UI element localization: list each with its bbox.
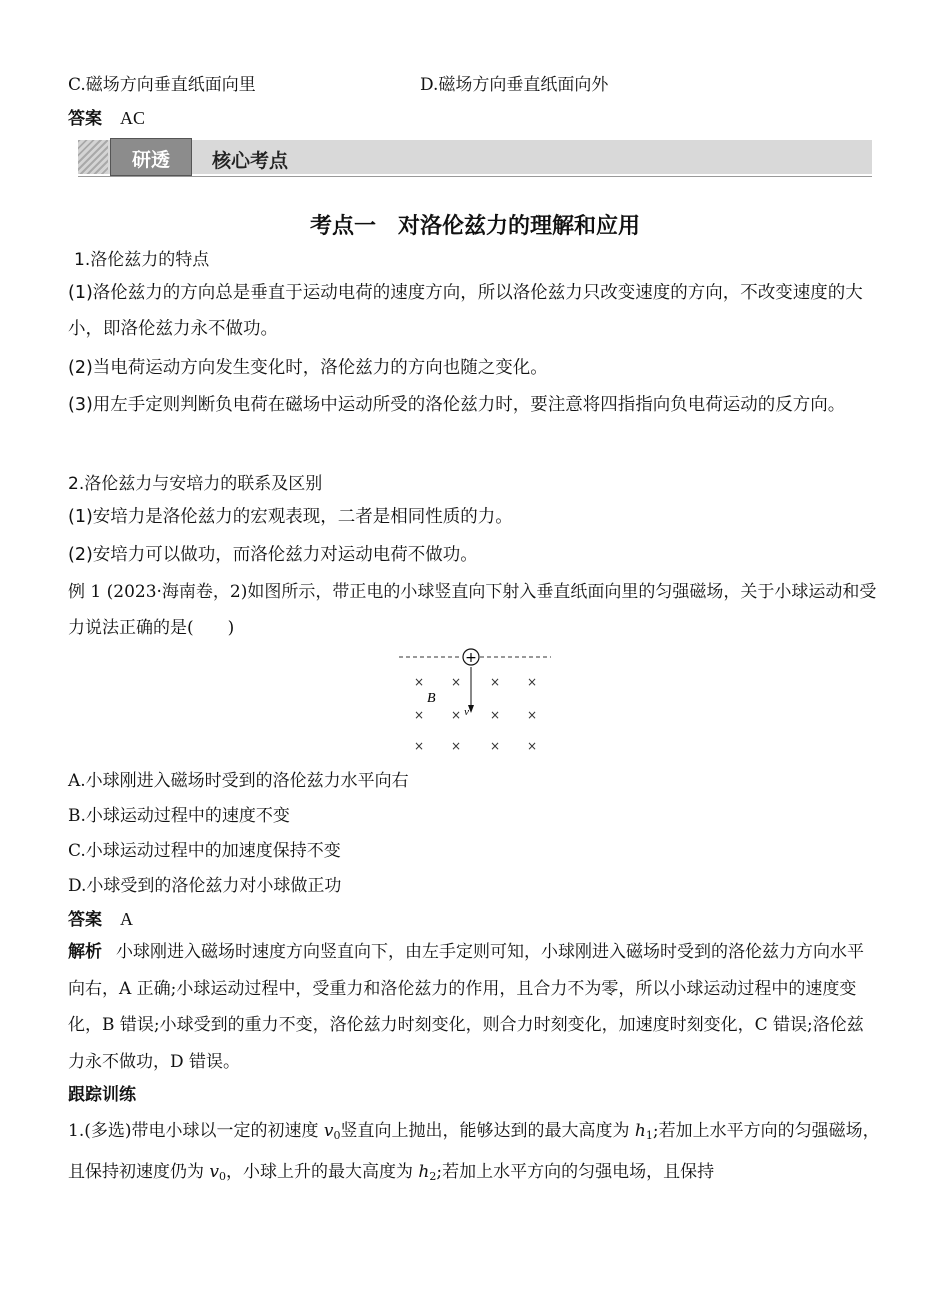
point2-item1: (1)安培力是洛伦兹力的宏观表现，二者是相同性质的力。	[68, 507, 513, 527]
q1-var-h: h	[634, 1121, 646, 1141]
banner-title: 核心考点	[212, 150, 289, 172]
q1-var-h: h	[418, 1162, 430, 1182]
example1-option-c: C.小球运动过程中的加速度保持不变	[68, 841, 341, 861]
point1-item3: (3)用左手定则判断负电荷在磁场中运动所受的洛伦兹力时，要注意将四指指向负电荷运动的反方向。	[68, 395, 846, 415]
training-heading: 跟踪训练	[68, 1085, 136, 1105]
field-cross: ×	[450, 708, 462, 722]
example1-stem: 例 1 (2023·海南卷，2)如图所示，带正电的小球竖直向下射入垂直纸面向里的匀强磁场，关于小球运动和受力说法正确的是( )	[68, 582, 877, 638]
q1-var-v: v	[209, 1162, 220, 1182]
q1-text: ，小球上升的最大高度为	[226, 1162, 419, 1182]
q1-sub: 0	[219, 1170, 227, 1183]
field-cross: ×	[526, 675, 538, 689]
q1-text: 1.(多选)带电小球以一定的初速度	[68, 1121, 324, 1141]
section-title: 考点一 对洛伦兹力的理解和应用	[309, 214, 640, 239]
point1-heading: 1.洛伦兹力的特点	[74, 250, 210, 270]
point2-item2: (2)安培力可以做功，而洛伦兹力对运动电荷不做功。	[68, 545, 478, 565]
field-label: B	[427, 691, 436, 706]
answer-label: 答案	[68, 910, 102, 930]
example1-option-d: D.小球受到的洛伦兹力对小球做正功	[68, 876, 342, 896]
charge-symbol: +	[465, 650, 477, 666]
magnetic-field-figure	[395, 645, 555, 757]
answer-value: AC	[120, 108, 146, 128]
field-cross: ×	[489, 708, 501, 722]
field-cross: ×	[450, 675, 462, 689]
field-cross: ×	[413, 675, 425, 689]
analysis-label: 解析	[68, 942, 102, 962]
example1-option-a: A.小球刚进入磁场时受到的洛伦兹力水平向右	[68, 771, 409, 791]
q1-text: ;若加上水平方向的匀强磁场，且保持初速度仍为	[68, 1121, 880, 1182]
example1-option-b: B.小球运动过程中的速度不变	[68, 806, 290, 826]
point1-item1: (1)洛伦兹力的方向总是垂直于运动电荷的速度方向，所以洛伦兹力只改变速度的方向，不改变速度的大小，即洛伦兹力永不做功。	[68, 283, 863, 339]
q1-sub: 1	[645, 1129, 653, 1142]
banner-tag-box	[110, 138, 192, 176]
q1-text: 竖直向上抛出，能够达到的最大高度为	[340, 1121, 635, 1141]
field-cross: ×	[489, 739, 501, 753]
section-banner	[78, 138, 872, 176]
field-cross: ×	[413, 708, 425, 722]
banner-tag: 研透	[131, 149, 170, 171]
analysis-text: 小球刚进入磁场时速度方向竖直向下，由左手定则可知，小球刚进入磁场时受到的洛伦兹力方向水平向右，A 正确;小球运动过程中，受重力和洛伦兹力的作用，且合力不为零，所以小球运动过程中的速度变化，B 错误;小球受到的重力不变，洛伦兹力时刻变化，则合力时刻变化，加速度时刻变化，C 错误;洛伦兹力永不做功，D 错误。	[68, 942, 864, 1072]
field-cross: ×	[489, 675, 501, 689]
example1-answer	[68, 905, 133, 930]
point2-heading: 2.洛伦兹力与安培力的联系及区别	[68, 474, 323, 494]
q1-sub: 0	[333, 1129, 341, 1142]
banner-underline	[78, 176, 872, 177]
answer-label: 答案	[68, 109, 102, 129]
training-question-1	[68, 1113, 880, 1195]
banner-stripe	[78, 140, 108, 174]
field-cross: ×	[526, 708, 538, 722]
previous-answer	[68, 104, 145, 129]
q1-sub: 2	[429, 1170, 437, 1183]
q1-text: ;若加上水平方向的匀强电场，且保持	[436, 1162, 715, 1182]
option-d: D.磁场方向垂直纸面向外	[420, 75, 609, 95]
velocity-label: v	[464, 706, 469, 718]
field-cross: ×	[413, 739, 425, 753]
point1-item2: (2)当电荷运动方向发生变化时，洛伦兹力的方向也随之变化。	[68, 358, 548, 378]
field-cross: ×	[450, 739, 462, 753]
banner-bar	[78, 140, 872, 174]
example1-analysis	[68, 934, 880, 1080]
q1-var-v: v	[323, 1121, 334, 1141]
answer-value: A	[120, 909, 133, 929]
field-cross: ×	[526, 739, 538, 753]
option-c: C.磁场方向垂直纸面向里	[68, 75, 256, 95]
